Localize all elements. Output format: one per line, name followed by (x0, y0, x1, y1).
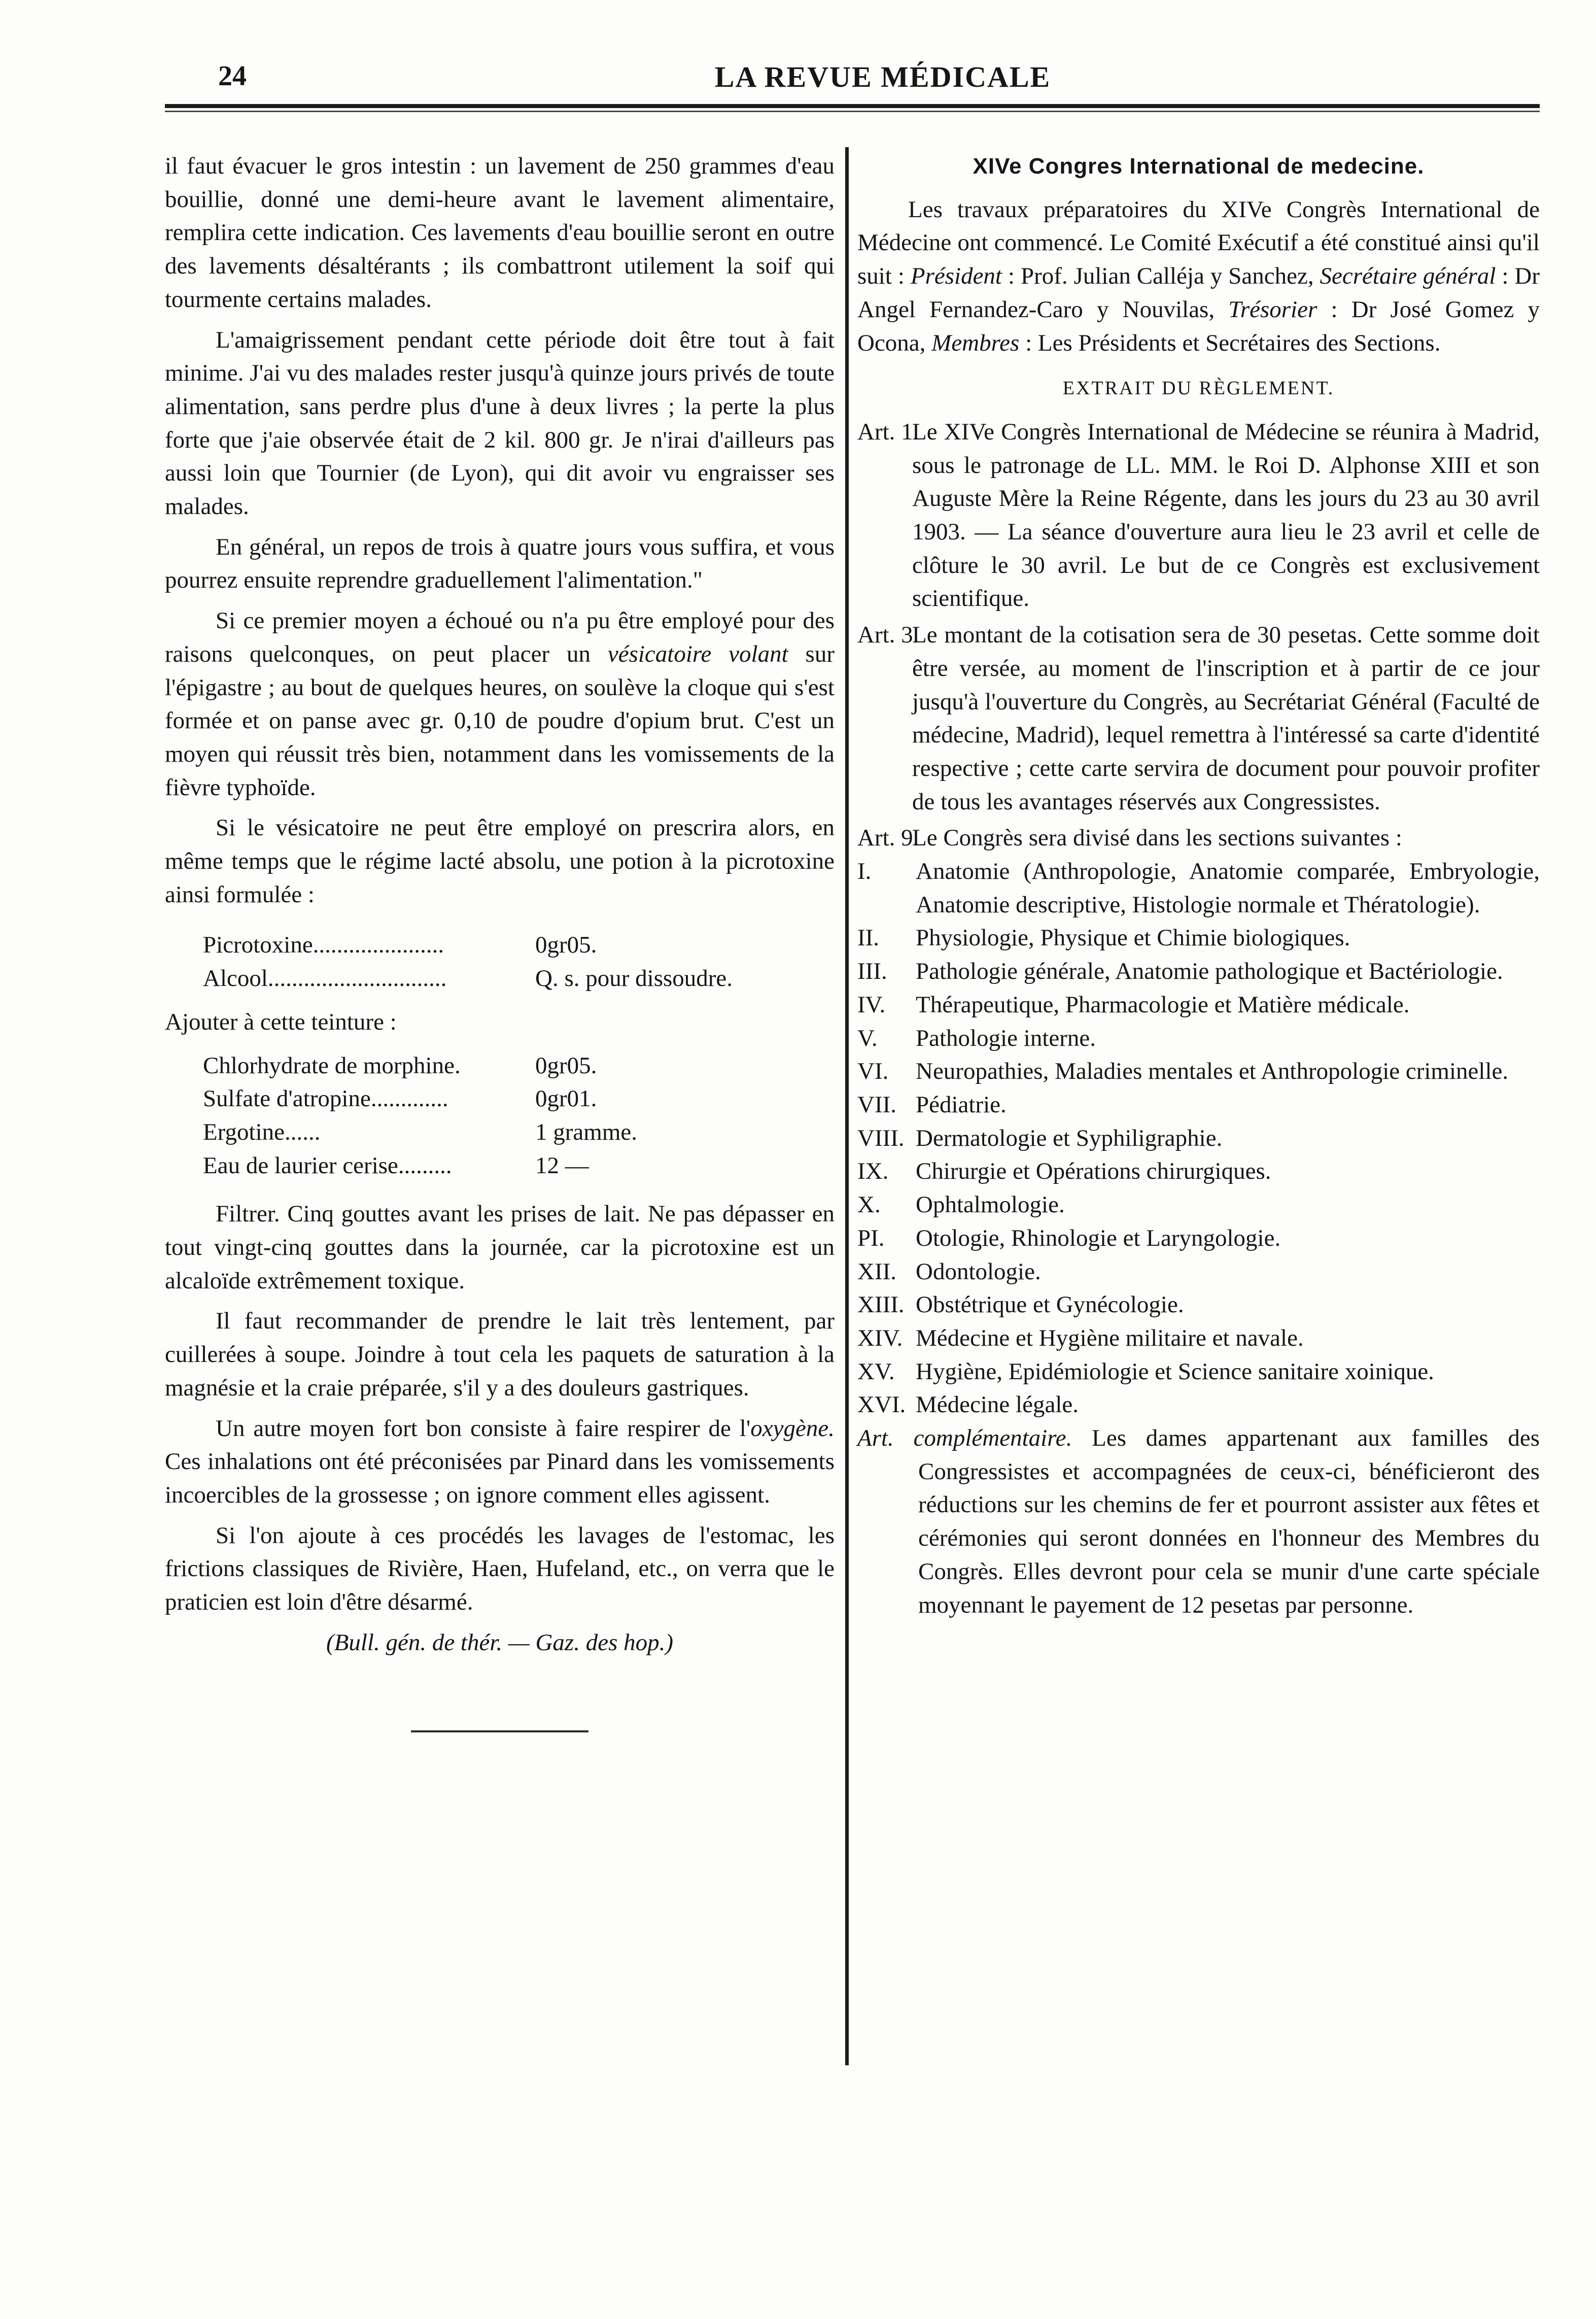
ingredient-quantity: 0gr01. (535, 1085, 597, 1112)
section-number: XII. (857, 1258, 896, 1285)
section-number: II. (857, 925, 880, 951)
section-number: V. (857, 1025, 878, 1051)
paragraph: Filtrer. Cinq gouttes avant les prises de lait. Ne pas dépasser en tout vingt-cinq gouttes dans la journée, car la picrotoxine est un alcaloïde extrêmement toxique. (165, 1201, 835, 1294)
page-header (203, 60, 1563, 100)
article-text: Le Congrès sera divisé dans les sections suivantes : (912, 825, 1402, 851)
formula-row (165, 1049, 835, 1083)
left-column (165, 150, 835, 1732)
section-name: Otologie, Rhinologie et Laryngologie. (916, 1224, 1281, 1251)
paragraph: En général, un repos de trois à quatre jours vous suffira, et vous pourrez ensuite reprendre graduellement l'alimentation." (165, 533, 835, 594)
section-name: Dermatologie et Syphiligraphie. (916, 1124, 1223, 1151)
list-item (857, 1055, 1540, 1088)
formula-row (165, 1116, 835, 1149)
emphasis: vésicatoire volant (607, 640, 788, 667)
list-item (857, 1122, 1540, 1155)
paragraph: Un autre moyen fort bon consiste à faire respirer de l'oxygène. Ces inhalations ont été préconisées par Pinard dans les vomissements incoercibles de la grossesse ; on ignore comment elles agissent. (165, 1415, 835, 1508)
ingredient-name: Eau de laurier cerise......... (203, 1152, 452, 1179)
article-text: Le montant de la cotisation sera de 30 pesetas. Cette somme doit être versée, au moment de l'inscription et à partir de ce jour jusqu'à l'ouverture du Congrès, au Secrétariat Général (Faculté de médecine, Madrid), lequel remettra à l'intéressé sa carte d'identité respective ; cette carte servira de document pour pouvoir profiter de tous les avantages réservés aux Congressistes. (912, 622, 1540, 815)
section-number: I. (857, 858, 872, 885)
complementary-article: Art. complémentaire. Les dames appartenant aux familles des Congressistes et accompagnées de ceux-ci, bénéficieront des réductions sur les chemins de fer et pourront assister aux fêtes et cérémonies qui seront données en l'honneur des Membres du Congrès. Elles devront pour cela se munir d'une carte spéciale moyennant le payement de 12 pesetas par personne. (857, 1425, 1540, 1618)
list-item (857, 922, 1540, 955)
section-name: Hygiène, Epidémiologie et Science sanitaire xoinique. (916, 1358, 1434, 1385)
list-item (857, 1355, 1540, 1389)
section-name: Neuropathies, Maladies mentales et Anthropologie criminelle. (916, 1058, 1509, 1085)
section-number: PI. (857, 1224, 885, 1251)
section-name: Ophtalmologie. (916, 1191, 1065, 1218)
right-column (857, 150, 1540, 1622)
ingredient-name: Chlorhydrate de morphine. (203, 1052, 461, 1079)
paragraph: Si ce premier moyen a échoué ou n'a pu être employé pour des raisons quelconques, on peut placer un vésicatoire volant sur l'épigastre ; au bout de quelques heures, on soulève la cloque qui s'est formée et on panse avec gr. 0,10 de poudre d'opium brut. C'est un moyen qui réussit très bien, notamment dans les vomissements de la fièvre typhoïde. (165, 607, 835, 801)
paragraph: Si l'on ajoute à ces procédés les lavages de l'estomac, les frictions classiques de Rivière, Haen, Hufeland, etc., on verra que le praticien est loin d'être désarmé. (165, 1522, 835, 1616)
paragraph: L'amaigrissement pendant cette période doit être tout à fait minime. J'ai vu des malades rester jusqu'à quinze jours privés de toute alimentation, sans perdre plus d'une à deux livres ; la perte la plus forte que j'aie observée était de 2 kil. 800 gr. Je n'irai d'ailleurs pas aussi loin que Tournier (de Lyon), qui dit avoir vu engraisser ses malades. (165, 326, 835, 520)
section-name: Odontologie. (916, 1258, 1041, 1285)
ingredient-name: Ergotine...... (203, 1118, 321, 1145)
page-number: 24 (218, 60, 247, 92)
emphasis: oxygène. (750, 1415, 835, 1442)
section-name: Thérapeutique, Pharmacologie et Matière médicale. (916, 991, 1410, 1018)
formula-row (165, 929, 835, 962)
subheading: EXTRAIT DU RÈGLEMENT. (1062, 378, 1335, 399)
section-heading: XIVe Congres International de medecine. (973, 154, 1425, 179)
prescription-formula (165, 1049, 835, 1183)
prescription-formula (165, 929, 835, 995)
role-label: Secrétaire général (1320, 263, 1496, 290)
section-number: XVI. (857, 1391, 906, 1418)
ingredient-quantity: Q. s. pour dissoudre. (535, 965, 733, 992)
section-number: VII. (857, 1091, 896, 1118)
section-number: XIV. (857, 1324, 903, 1351)
article (857, 822, 1540, 855)
formula-row (165, 962, 835, 996)
article-text: Le XIVe Congrès International de Médecine se réunira à Madrid, sous le patronage de LL. MM. le Roi D. Alphonse XIII et son Auguste Mère la Reine Régente, dans les jours du 23 au 30 avril 1903. — La séance d'ouverture aura lieu le 23 avril et celle de clôture le 30 avril. Le but de ce Congrès est exclusivement scientifique. (912, 418, 1540, 612)
section-number: X. (857, 1191, 881, 1218)
section-number: IV. (857, 991, 886, 1018)
section-number: XV. (857, 1358, 895, 1385)
ingredient-name: Picrotoxine...................... (203, 932, 444, 959)
list-item (857, 1022, 1540, 1055)
ingredient-quantity: 0gr05. (535, 1052, 597, 1079)
section-name: Médecine et Hygiène militaire et navale. (916, 1324, 1304, 1351)
list-item (857, 1155, 1540, 1188)
article-label: Art. 1. (857, 418, 919, 445)
paragraph: Si le vésicatoire ne peut être employé on prescrira alors, en même temps que le régime lacté absolu, une potion à la picrotoxine ainsi formulée : (165, 814, 835, 908)
paragraph: il faut évacuer le gros intestin : un lavement de 250 grammes d'eau bouillie, donné une demi-heure avant le lavement alimentaire, remplira cette indication. Ces lavements d'eau bouillie seront en outre des lavements désaltérants ; ils combattront utilement la soif qui tourmente certains malades. (165, 153, 835, 313)
list-item (857, 1222, 1540, 1255)
citation: (Bull. gén. de thér. — Gaz. des hop.) (326, 1629, 674, 1656)
list-item (857, 855, 1540, 922)
formula-subtitle: Ajouter à cette teinture : (165, 1008, 397, 1035)
ingredient-quantity: 1 gramme. (535, 1118, 637, 1145)
section-number: IX. (857, 1158, 889, 1185)
ingredient-name: Sulfate d'atropine............. (203, 1085, 448, 1112)
list-item (857, 988, 1540, 1022)
section-name: Physiologie, Physique et Chimie biologiques. (916, 925, 1350, 951)
article (857, 619, 1540, 819)
section-number: VIII. (857, 1124, 905, 1151)
article-label: Art. complémentaire. (857, 1425, 1072, 1452)
journal-title: LA REVUE MÉDICALE (714, 60, 1051, 93)
ingredient-quantity: 0gr05. (535, 932, 597, 959)
list-item (857, 955, 1540, 988)
list-item (857, 1388, 1540, 1422)
ingredient-name: Alcool.............................. (203, 965, 447, 992)
ingredient-quantity: 12 — (535, 1152, 589, 1179)
list-item (857, 1255, 1540, 1289)
section-name: Chirurgie et Opérations chirurgiques. (916, 1158, 1271, 1185)
list-item (857, 1088, 1540, 1122)
section-number: XIII. (857, 1291, 905, 1318)
section-number: III. (857, 958, 887, 985)
paragraph: Il faut recommander de prendre le lait très lentement, par cuillerées à soupe. Joindre à tout cela les paquets de saturation à la magnésie et la craie préparée, s'il y a des douleurs gastriques. (165, 1308, 835, 1401)
list-item (857, 1188, 1540, 1222)
end-rule (411, 1730, 588, 1732)
formula-row (165, 1149, 835, 1183)
section-name: Médecine légale. (916, 1391, 1079, 1418)
list-item (857, 1322, 1540, 1355)
section-name: Anatomie (Anthropologie, Anatomie comparée, Embryologie, Anatomie descriptive, Histologie normale et Thératologie). (916, 858, 1540, 918)
column-divider (845, 147, 849, 2065)
intro-paragraph: Les travaux préparatoires du XIVe Congrès International de Médecine ont commencé. Le Comité Exécutif a été constitué ainsi qu'il suit : Président : Prof. Julian Calléja y Sanchez, Secrétaire général : Dr Angel Fernandez-Caro y Nouvilas, Trésorier : Dr José Gomez y Ocona, Membres : Les Présidents et Secrétaires des Sections. (857, 196, 1540, 356)
article-label: Art. 3. (857, 622, 919, 649)
section-number: VI. (857, 1058, 889, 1085)
section-name: Pathologie interne. (916, 1025, 1096, 1051)
role-label: Trésorier (1228, 296, 1317, 323)
header-rule (165, 104, 1540, 108)
article-label: Art. 9. (857, 825, 919, 851)
section-list (857, 855, 1540, 1422)
section-name: Pédiatrie. (916, 1091, 1007, 1118)
list-item (857, 1288, 1540, 1322)
section-name: Obstétrique et Gynécologie. (916, 1291, 1184, 1318)
role-label: Président (910, 263, 1002, 290)
role-label: Membres (931, 329, 1020, 356)
article (857, 416, 1540, 616)
header-rule-thin (165, 111, 1540, 112)
section-name: Pathologie générale, Anatomie pathologique et Bactériologie. (916, 958, 1503, 985)
formula-row (165, 1082, 835, 1116)
